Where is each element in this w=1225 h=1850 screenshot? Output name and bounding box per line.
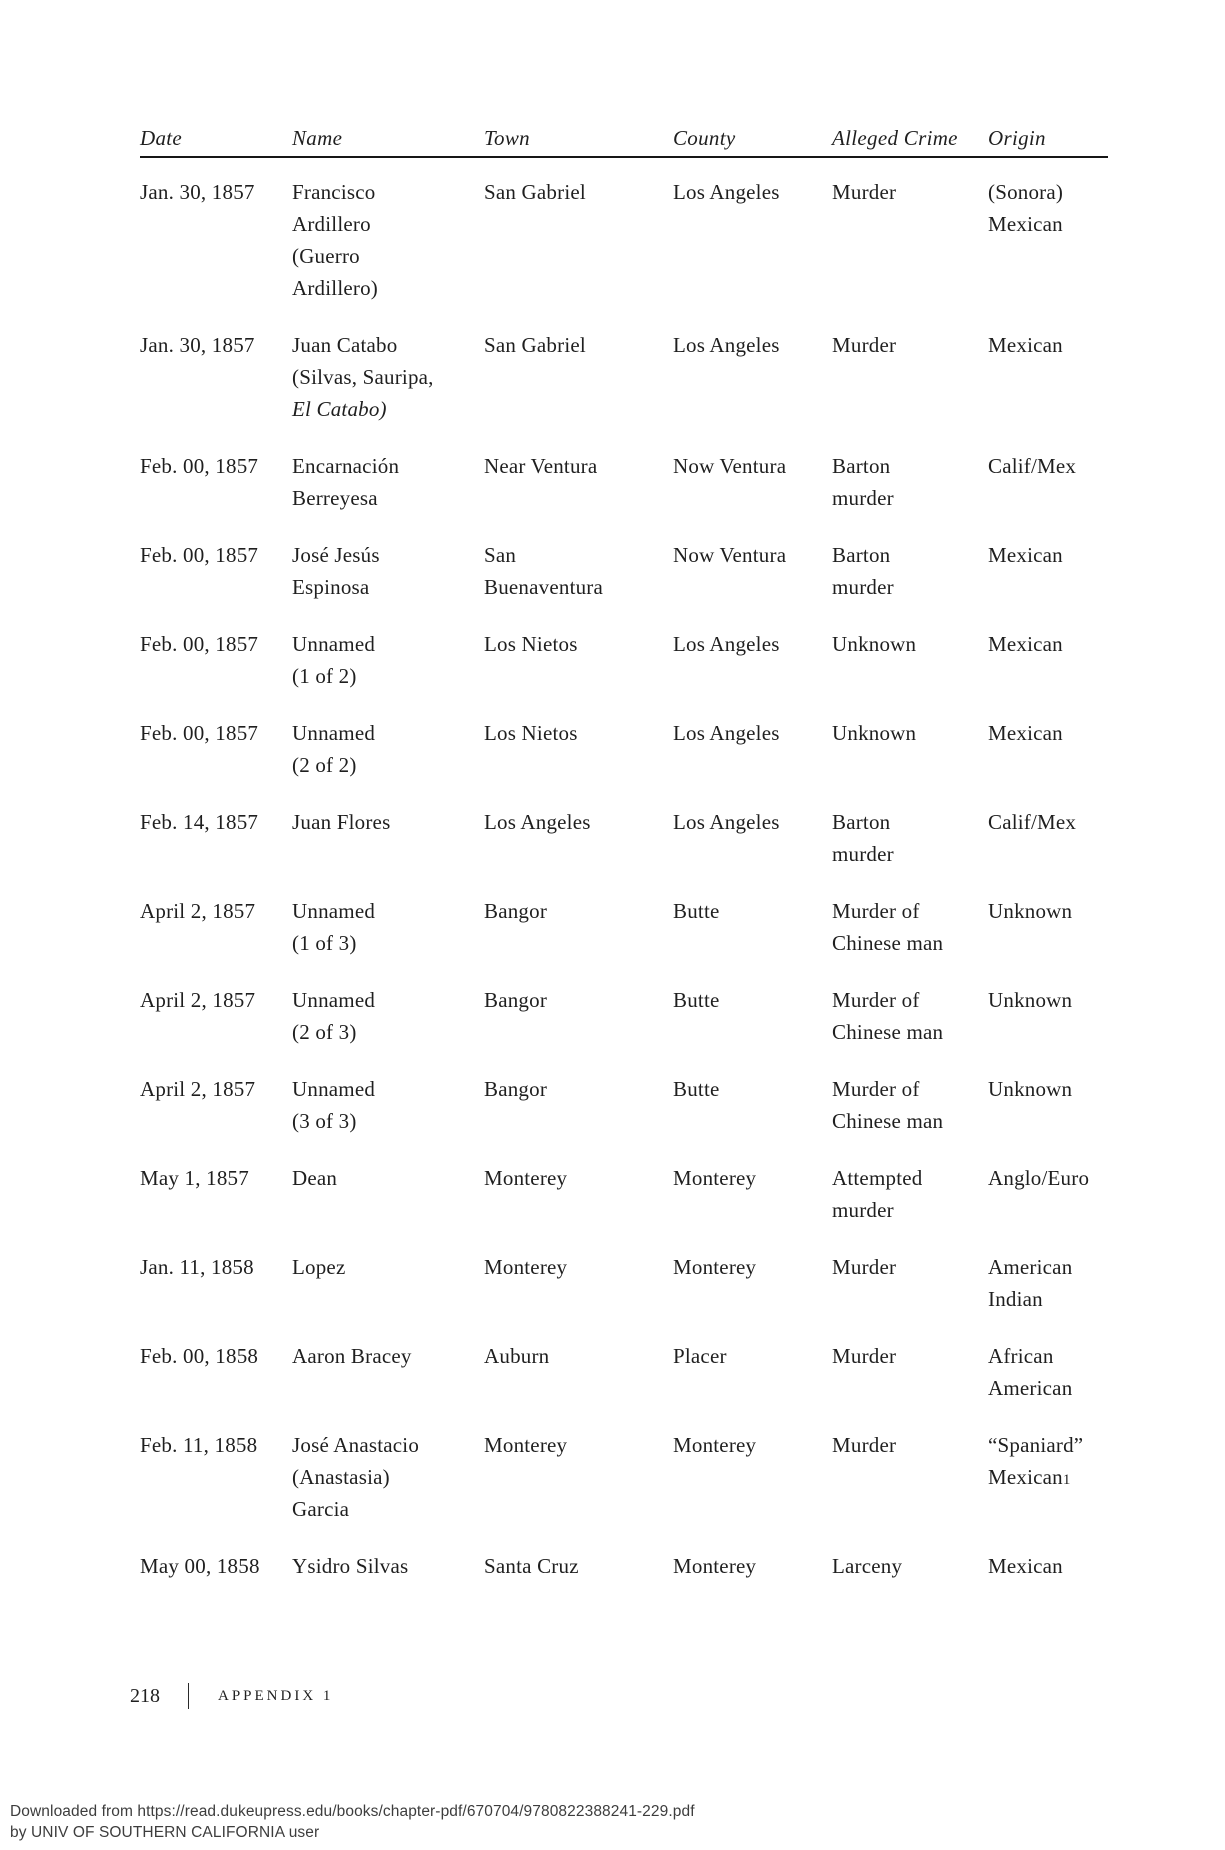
cell-line: Los Angeles — [673, 333, 780, 357]
cell-origin — [988, 1162, 1108, 1226]
cell-line: San — [484, 543, 517, 567]
cell-origin — [988, 806, 1108, 870]
cell-town — [484, 895, 673, 959]
cell-town — [484, 176, 673, 304]
cell-date — [140, 539, 292, 603]
column-header-alleged-crime: Alleged Crime — [832, 126, 958, 150]
cell-line: Ardillero — [292, 212, 371, 236]
cell-town — [484, 1340, 673, 1404]
cell-line: Murder — [832, 1344, 897, 1368]
cell-line: Feb. 00, 1857 — [140, 632, 259, 656]
cell-line: Mexican1 — [988, 1465, 1071, 1489]
cell-origin — [988, 539, 1108, 603]
cell-date — [140, 628, 292, 692]
cell-line: Monterey — [673, 1166, 757, 1190]
cell-line: murder — [832, 486, 894, 510]
cell-line: Chinese man — [832, 1109, 944, 1133]
table-row — [140, 806, 1108, 870]
table-row — [140, 1340, 1108, 1404]
cell-line: Chinese man — [832, 1020, 944, 1044]
table-row — [140, 329, 1108, 425]
cell-origin — [988, 1340, 1108, 1404]
cell-county — [673, 1073, 832, 1137]
cell-county — [673, 450, 832, 514]
cell-line: Barton — [832, 810, 891, 834]
cell-date — [140, 176, 292, 304]
cell-line: American — [988, 1255, 1073, 1279]
cell-line: Feb. 11, 1858 — [140, 1433, 258, 1457]
cell-line: Murder of — [832, 899, 920, 923]
cell-line: Calif/Mex — [988, 454, 1077, 478]
cell-crime — [832, 176, 988, 304]
cell-line: Larceny — [832, 1554, 903, 1578]
cell-line: Unnamed — [292, 1077, 376, 1101]
cell-line: Butte — [673, 988, 720, 1012]
cell-line: April 2, 1857 — [140, 988, 256, 1012]
cell-date — [140, 1162, 292, 1226]
cell-line: Aaron Bracey — [292, 1344, 412, 1368]
cell-line: Los Nietos — [484, 721, 578, 745]
cell-origin — [988, 717, 1108, 781]
cell-line: (Guerro — [292, 244, 360, 268]
cell-county — [673, 1162, 832, 1226]
cell-line: Los Angeles — [673, 632, 780, 656]
cell-name — [292, 176, 484, 304]
cell-name — [292, 1073, 484, 1137]
cell-line: murder — [832, 842, 894, 866]
cell-line: May 1, 1857 — [140, 1166, 249, 1190]
cell-town — [484, 1162, 673, 1226]
cell-county — [673, 1550, 832, 1582]
cell-crime — [832, 1251, 988, 1315]
cell-line: American — [988, 1376, 1073, 1400]
cell-name — [292, 1340, 484, 1404]
page-number: 218 — [130, 1684, 160, 1707]
cell-line: Near Ventura — [484, 454, 598, 478]
cell-date — [140, 984, 292, 1048]
cell-line: Barton — [832, 454, 891, 478]
column-header-county: County — [673, 126, 736, 150]
cell-crime — [832, 1429, 988, 1525]
cell-line: Murder — [832, 180, 897, 204]
cell-origin — [988, 628, 1108, 692]
cell-date — [140, 450, 292, 514]
cell-line: Unnamed — [292, 632, 376, 656]
cell-origin — [988, 329, 1108, 425]
cell-name — [292, 1429, 484, 1525]
cell-name — [292, 1162, 484, 1226]
cell-crime — [832, 1073, 988, 1137]
cell-line: Los Angeles — [673, 180, 780, 204]
cell-line: Monterey — [673, 1255, 757, 1279]
cell-line: Los Angeles — [484, 810, 591, 834]
cell-origin — [988, 1550, 1108, 1582]
cell-line: José Jesús — [292, 543, 380, 567]
cell-county — [673, 984, 832, 1048]
cell-county — [673, 1340, 832, 1404]
cell-line: Feb. 00, 1857 — [140, 454, 259, 478]
download-notice — [10, 1801, 695, 1843]
table-row — [140, 717, 1108, 781]
cell-town — [484, 329, 673, 425]
column-header-origin: Origin — [988, 126, 1046, 150]
cell-line: El Catabo) — [292, 397, 387, 421]
cell-date — [140, 717, 292, 781]
cell-date — [140, 1340, 292, 1404]
cell-county — [673, 539, 832, 603]
cell-name — [292, 329, 484, 425]
cell-line: April 2, 1857 — [140, 899, 256, 923]
cell-line: San Gabriel — [484, 180, 586, 204]
cell-line: May 00, 1858 — [140, 1554, 260, 1578]
table-row — [140, 1429, 1108, 1525]
cell-line: San Gabriel — [484, 333, 586, 357]
cell-line: Ysidro Silvas — [292, 1554, 409, 1578]
cell-line: Feb. 00, 1857 — [140, 721, 259, 745]
footer-divider — [188, 1683, 189, 1709]
cell-line: Juan Catabo — [292, 333, 398, 357]
cell-line: Jan. 30, 1857 — [140, 333, 255, 357]
footer-section-label: APPENDIX 1 — [218, 1688, 334, 1704]
cell-town — [484, 717, 673, 781]
cell-crime — [832, 1162, 988, 1226]
cell-line: “Spaniard” — [988, 1433, 1084, 1457]
table-row — [140, 1251, 1108, 1315]
cell-line: (2 of 3) — [292, 1020, 357, 1044]
cell-county — [673, 895, 832, 959]
footnote-ref: 1 — [1062, 1472, 1071, 1488]
cell-crime — [832, 895, 988, 959]
cell-line: Unknown — [988, 1077, 1073, 1101]
cell-date — [140, 895, 292, 959]
cell-origin — [988, 176, 1108, 304]
cell-origin — [988, 984, 1108, 1048]
table-row — [140, 1550, 1108, 1582]
cell-line: Monterey — [484, 1166, 568, 1190]
cell-line: Now Ventura — [673, 454, 787, 478]
cell-name — [292, 628, 484, 692]
table-row — [140, 539, 1108, 603]
cell-county — [673, 717, 832, 781]
cell-line: Mexican — [988, 333, 1063, 357]
cell-line: Butte — [673, 1077, 720, 1101]
cell-line: Monterey — [484, 1433, 568, 1457]
cell-line: murder — [832, 1198, 894, 1222]
cell-crime — [832, 628, 988, 692]
cell-line: Mexican — [988, 543, 1063, 567]
cell-date — [140, 1073, 292, 1137]
cell-name — [292, 1550, 484, 1582]
cell-line: Indian — [988, 1287, 1043, 1311]
table-row — [140, 1162, 1108, 1226]
table-row — [140, 176, 1108, 304]
cell-name — [292, 450, 484, 514]
cell-name — [292, 895, 484, 959]
cell-line: Now Ventura — [673, 543, 787, 567]
cell-line: (2 of 2) — [292, 753, 357, 777]
cell-crime — [832, 806, 988, 870]
cell-line: Mexican — [988, 212, 1063, 236]
cell-line: Los Angeles — [673, 721, 780, 745]
cell-line: Berreyesa — [292, 486, 378, 510]
cell-line: Murder — [832, 1255, 897, 1279]
cell-line: Dean — [292, 1166, 338, 1190]
table-row — [140, 984, 1108, 1048]
cell-name — [292, 1251, 484, 1315]
table-row — [140, 895, 1108, 959]
cell-crime — [832, 717, 988, 781]
lynching-victims-table — [140, 122, 1108, 1607]
cell-town — [484, 628, 673, 692]
cell-county — [673, 176, 832, 304]
cell-line: Bangor — [484, 988, 548, 1012]
cell-crime — [832, 329, 988, 425]
cell-line: Mexican — [988, 721, 1063, 745]
cell-line: Attempted — [832, 1166, 923, 1190]
cell-origin — [988, 1251, 1108, 1315]
cell-town — [484, 539, 673, 603]
cell-line: Feb. 00, 1858 — [140, 1344, 259, 1368]
cell-line: Murder — [832, 333, 897, 357]
cell-line: Lopez — [292, 1255, 346, 1279]
cell-line: (Sonora) — [988, 180, 1064, 204]
download-notice-line2: by UNIV OF SOUTHERN CALIFORNIA user — [10, 1824, 320, 1841]
cell-line: Unknown — [832, 632, 917, 656]
column-header-town: Town — [484, 126, 530, 150]
cell-town — [484, 1073, 673, 1137]
cell-line: murder — [832, 575, 894, 599]
cell-line: Jan. 30, 1857 — [140, 180, 255, 204]
cell-line: Unknown — [988, 899, 1073, 923]
table-rows — [140, 158, 1108, 1582]
cell-line: Unnamed — [292, 721, 376, 745]
cell-line: Santa Cruz — [484, 1554, 579, 1578]
cell-line: Mexican — [988, 632, 1063, 656]
cell-line: (Anastasia) — [292, 1465, 390, 1489]
cell-date — [140, 1550, 292, 1582]
cell-town — [484, 1429, 673, 1525]
cell-line: April 2, 1857 — [140, 1077, 256, 1101]
cell-line: Murder of — [832, 1077, 920, 1101]
page-footer — [130, 1683, 333, 1709]
cell-line: Chinese man — [832, 931, 944, 955]
cell-origin — [988, 1073, 1108, 1137]
cell-town — [484, 1550, 673, 1582]
cell-line: (1 of 3) — [292, 931, 357, 955]
cell-line: Butte — [673, 899, 720, 923]
cell-line: Barton — [832, 543, 891, 567]
cell-line: Francisco — [292, 180, 376, 204]
cell-line: Unknown — [832, 721, 917, 745]
cell-origin — [988, 895, 1108, 959]
cell-name — [292, 984, 484, 1048]
cell-county — [673, 1429, 832, 1525]
cell-line: Murder of — [832, 988, 920, 1012]
table-row — [140, 450, 1108, 514]
cell-line: Los Nietos — [484, 632, 578, 656]
cell-line: African — [988, 1344, 1054, 1368]
cell-town — [484, 984, 673, 1048]
cell-crime — [832, 539, 988, 603]
cell-line: Encarnación — [292, 454, 400, 478]
cell-origin — [988, 1429, 1108, 1525]
cell-line: Espinosa — [292, 575, 370, 599]
cell-line: Garcia — [292, 1497, 350, 1521]
download-notice-line1: Downloaded from https://read.dukeupress.edu/books/chapter-pdf/670704/9780822388241-229.pdf — [10, 1803, 695, 1820]
cell-crime — [832, 1550, 988, 1582]
cell-name — [292, 539, 484, 603]
cell-line: Calif/Mex — [988, 810, 1077, 834]
cell-town — [484, 450, 673, 514]
cell-county — [673, 628, 832, 692]
cell-line: Unnamed — [292, 899, 376, 923]
cell-line: Los Angeles — [673, 810, 780, 834]
cell-line: Monterey — [673, 1554, 757, 1578]
cell-line: Unknown — [988, 988, 1073, 1012]
cell-town — [484, 1251, 673, 1315]
cell-line: Monterey — [484, 1255, 568, 1279]
cell-date — [140, 1251, 292, 1315]
cell-line: Bangor — [484, 899, 548, 923]
cell-line: José Anastacio — [292, 1433, 420, 1457]
table-header-row — [140, 122, 1108, 154]
cell-crime — [832, 450, 988, 514]
cell-town — [484, 806, 673, 870]
cell-line: Jan. 11, 1858 — [140, 1255, 254, 1279]
cell-line: (1 of 2) — [292, 664, 357, 688]
cell-line: Bangor — [484, 1077, 548, 1101]
cell-county — [673, 806, 832, 870]
cell-line: (Silvas, Sauripa, — [292, 365, 434, 389]
cell-line: Feb. 00, 1857 — [140, 543, 259, 567]
cell-line: Mexican — [988, 1554, 1063, 1578]
cell-name — [292, 806, 484, 870]
table-row — [140, 1073, 1108, 1137]
cell-name — [292, 717, 484, 781]
cell-line: Unnamed — [292, 988, 376, 1012]
cell-line: Feb. 14, 1857 — [140, 810, 259, 834]
column-header-date: Date — [140, 126, 183, 150]
cell-line: Murder — [832, 1433, 897, 1457]
table-row — [140, 628, 1108, 692]
cell-line: Anglo/Euro — [988, 1166, 1090, 1190]
cell-line: Juan Flores — [292, 810, 391, 834]
cell-line: Placer — [673, 1344, 727, 1368]
cell-line: Monterey — [673, 1433, 757, 1457]
cell-crime — [832, 984, 988, 1048]
column-header-name: Name — [292, 126, 343, 150]
cell-date — [140, 1429, 292, 1525]
cell-origin — [988, 450, 1108, 514]
cell-crime — [832, 1340, 988, 1404]
cell-county — [673, 329, 832, 425]
cell-date — [140, 329, 292, 425]
cell-line: Buenaventura — [484, 575, 604, 599]
cell-line: (3 of 3) — [292, 1109, 357, 1133]
cell-line: Auburn — [484, 1344, 550, 1368]
cell-line: Ardillero) — [292, 276, 378, 300]
cell-county — [673, 1251, 832, 1315]
cell-date — [140, 806, 292, 870]
